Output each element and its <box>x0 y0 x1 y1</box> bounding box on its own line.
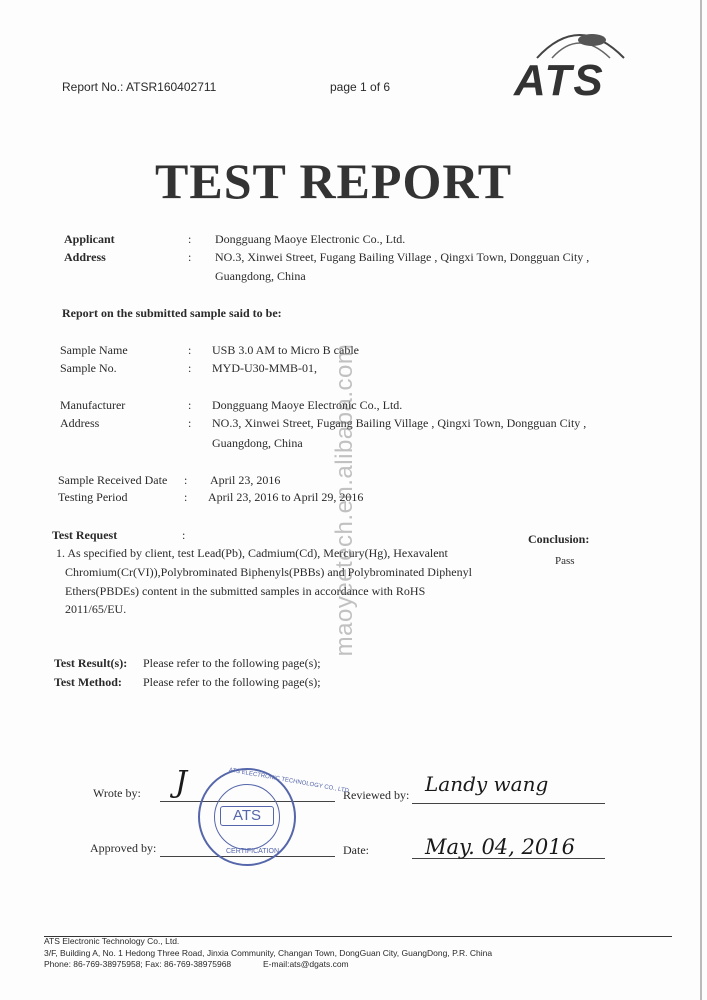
globe-icon <box>512 20 647 60</box>
reviewed-by-line <box>412 803 605 804</box>
request-line: 2011/65/EU. <box>65 602 127 616</box>
test-result-value: Please refer to the following page(s); <box>143 656 321 670</box>
sample-name-label: Sample Name <box>60 343 128 357</box>
stamp-ring-text: ATS ELECTRONIC TECHNOLOGY CO., LTD <box>228 767 350 795</box>
testing-period-label: Testing Period <box>58 490 128 504</box>
applicant-label: Applicant <box>64 232 115 246</box>
received-date: April 23, 2016 <box>210 473 281 487</box>
colon: : <box>188 416 192 430</box>
stamp-bottom-text: CERTIFICATION <box>226 848 280 855</box>
sample-no: MYD-U30-MMB-01, <box>212 361 317 375</box>
page-indicator: page 1 of 6 <box>330 80 391 94</box>
sample-heading: Report on the submitted sample said to be: <box>62 306 282 320</box>
colon: : <box>188 398 192 412</box>
colon: : <box>184 473 188 487</box>
wrote-by-signature: J <box>175 765 188 800</box>
sample-name: USB 3.0 AM to Micro B cable <box>212 343 359 357</box>
colon: : <box>188 250 192 264</box>
test-method-label: Test Method: <box>54 675 122 689</box>
date-label: Date: <box>343 843 369 857</box>
date-value: May. 04, 2016 <box>425 835 575 859</box>
report-number: Report No.: ATSR160402711 <box>62 80 217 94</box>
company-stamp <box>198 767 350 866</box>
manufacturer-address: Guangdong, China <box>212 436 303 450</box>
colon: : <box>184 490 188 504</box>
test-result-label: Test Result(s): <box>54 656 128 670</box>
footer-company: ATS Electronic Technology Co., Ltd. <box>44 936 180 946</box>
page-title: TEST REPORT <box>155 153 513 209</box>
request-line: Chromium(Cr(VI)),Polybrominated Biphenyls(PBBs) and Polybrominated Diphenyl <box>65 565 472 579</box>
watermark: maoyeetech.en.alibaba.com <box>331 343 358 657</box>
test-method-value: Please refer to the following page(s); <box>143 675 321 689</box>
conclusion-label: Conclusion: <box>528 532 590 546</box>
address-label: Address <box>64 250 106 264</box>
request-line: 1. As specified by client, test Lead(Pb), Cadmium(Cd), Mercury(Hg), Hexavalent <box>56 546 448 560</box>
testing-period: April 23, 2016 to April 29, 2016 <box>208 490 364 504</box>
manufacturer-label: Manufacturer <box>60 398 126 412</box>
approved-by-label: Approved by: <box>90 841 157 855</box>
applicant-value: Dongguang Maoye Electronic Co., Ltd. <box>215 232 406 246</box>
manufacturer: Dongguang Maoye Electronic Co., Ltd. <box>212 398 403 412</box>
received-date-label: Sample Received Date <box>58 473 168 487</box>
request-line: Ethers(PBDEs) content in the submitted samples in accordance with RoHS <box>65 584 426 598</box>
manufacturer-address: NO.3, Xinwei Street, Fugang Bailing Village , Qingxi Town, Dongguan City , <box>212 416 587 430</box>
test-request-label: Test Request <box>52 528 118 542</box>
conclusion-value: Pass <box>555 555 575 567</box>
colon: : <box>188 232 192 246</box>
stamp-center-text: ATS <box>220 806 274 826</box>
address-value: NO.3, Xinwei Street, Fugang Bailing Village , Qingxi Town, Dongguan City , <box>215 250 590 264</box>
footer-contact: Phone: 86-769-38975958; Fax: 86-769-38975968 <box>44 959 232 969</box>
sample-no-label: Sample No. <box>60 361 117 375</box>
manufacturer-address-label: Address <box>60 416 100 430</box>
colon: : <box>188 343 192 357</box>
footer-email: E-mail:ats@dgats.com <box>263 959 349 969</box>
reviewed-by-label: Reviewed by: <box>343 788 410 802</box>
reviewed-by-signature: Landy wang <box>425 772 549 796</box>
wrote-by-label: Wrote by: <box>93 786 141 800</box>
colon: : <box>188 361 192 375</box>
footer-address: 3/F, Building A, No. 1 Hedong Three Road, Jinxia Community, Changan Town, DongGuan City, GuangDong, P.R. China <box>44 948 493 958</box>
address-value: Guangdong, China <box>215 269 306 283</box>
colon: : <box>182 528 186 542</box>
scan-edge <box>700 0 702 1000</box>
ats-logo: ATS <box>512 20 647 105</box>
